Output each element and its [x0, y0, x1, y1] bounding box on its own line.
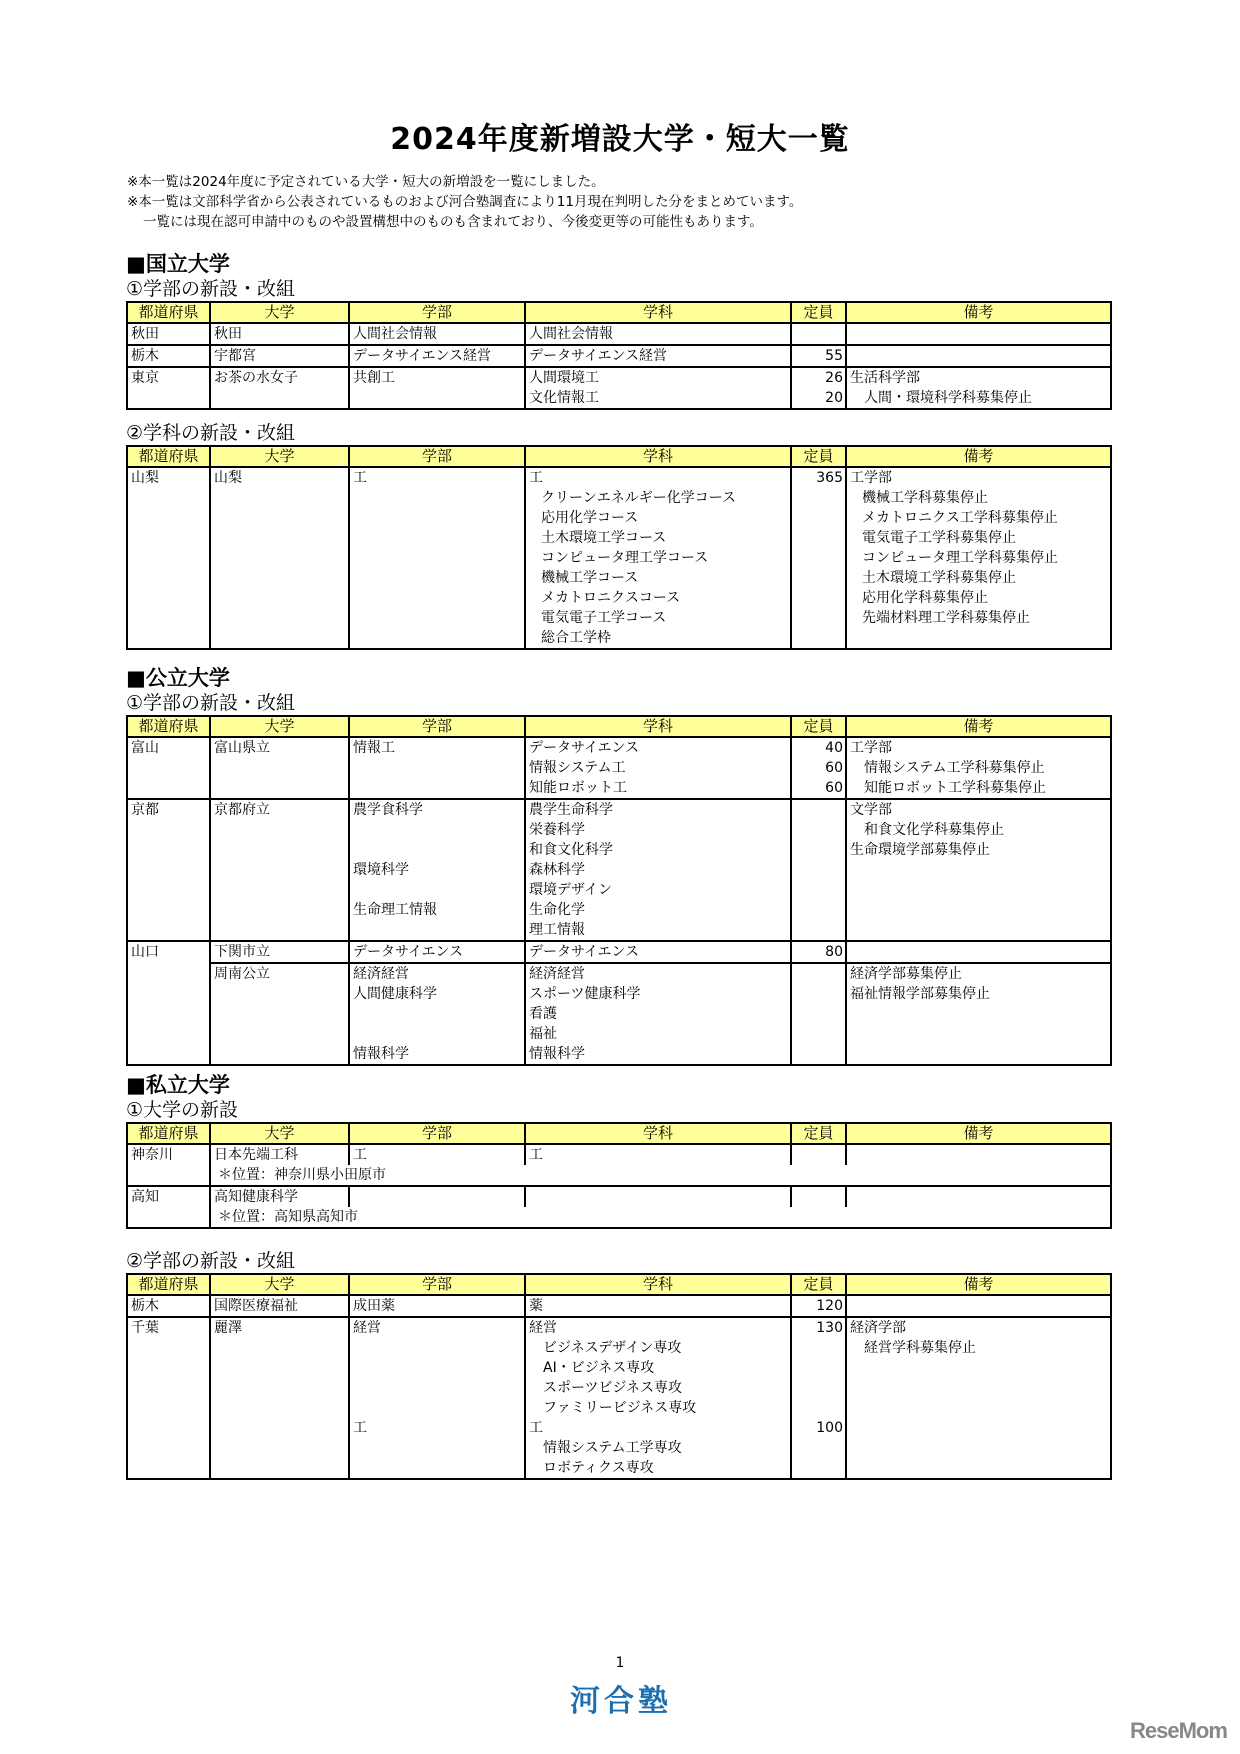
col-remarks: 備考: [846, 302, 1111, 323]
cell-faculty: 成田薬: [353, 1298, 395, 1314]
cell-dept: 電気電子工学コース: [541, 610, 667, 626]
cell-remarks: [850, 324, 1107, 344]
cell-dept: スポーツ健康科学: [529, 986, 641, 1002]
cell-pref: 千葉: [131, 1320, 159, 1336]
cell-pref: 富山: [131, 740, 159, 756]
cell-pref: 山口: [131, 944, 159, 960]
cell-remarks: 先端材料理工学科募集停止: [862, 610, 1030, 626]
col-capacity: 定員: [791, 716, 846, 737]
cell-dept: 農学生命科学: [529, 802, 613, 818]
col-faculty: 学部: [349, 1274, 525, 1295]
cell-dept: 環境デザイン: [529, 882, 613, 898]
note-1: ※本一覧は2024年度に予定されている大学・短大の新増設を一覧にしました。: [127, 174, 605, 190]
cell-faculty: [353, 820, 521, 840]
cell-pref: 高知: [131, 1189, 159, 1205]
table-row: [127, 345, 1111, 367]
cell-dept: 情報システム工学専攻: [529, 1440, 682, 1456]
col-univ: 大学: [210, 1123, 349, 1144]
cell-dept: 森林科学: [529, 862, 585, 878]
cell-dept: ファミリービジネス専攻: [529, 1400, 697, 1416]
table-public-faculty: [126, 715, 1112, 1066]
cell-univ: 秋田: [214, 326, 242, 342]
table-header: [127, 1274, 1111, 1295]
col-univ: 大学: [210, 302, 349, 323]
table-row: [127, 941, 1111, 963]
cell-capacity: 40: [825, 740, 843, 756]
col-faculty: 学部: [349, 302, 525, 323]
cell-dept: ビジネスデザイン専攻: [529, 1340, 682, 1356]
location-note: ＊位置：高知県高知市: [218, 1209, 358, 1225]
cell-univ: 京都府立: [214, 802, 270, 818]
cell-remarks: コンピュータ理工学科募集停止: [862, 550, 1058, 566]
table-row: [127, 1186, 1111, 1207]
section-private: ■私立大学: [126, 1073, 230, 1097]
cell-faculty: 経済経営: [353, 966, 409, 982]
table-header: [127, 446, 1111, 467]
cell-remarks: 経済学部: [850, 1320, 906, 1336]
cell-pref: 秋田: [131, 326, 159, 342]
cell-univ: 下関市立: [214, 944, 270, 960]
col-capacity: 定員: [791, 302, 846, 323]
cell-faculty: [353, 840, 521, 860]
col-remarks: 備考: [846, 716, 1111, 737]
cell-dept: コンピュータ理工学コース: [541, 550, 709, 566]
table-row: [127, 367, 1111, 409]
cell-dept: 経営: [529, 1320, 557, 1336]
cell-pref: 東京: [131, 370, 159, 386]
table-row: [127, 963, 1111, 1065]
col-pref: 都道府県: [127, 1274, 210, 1295]
col-univ: 大学: [210, 1274, 349, 1295]
table-national-dept: [126, 445, 1112, 650]
cell-capacity: 80: [825, 944, 843, 960]
cell-dept: 知能ロボット工: [529, 780, 627, 796]
cell-dept: データサイエンス: [529, 740, 640, 756]
cell-faculty: 共創工: [353, 370, 395, 386]
cell-capacity: [795, 1145, 843, 1165]
cell-dept: 栄養科学: [529, 822, 585, 838]
cell-dept: 経済経営: [529, 966, 585, 982]
cell-dept: 情報科学: [529, 1046, 585, 1062]
col-capacity: 定員: [791, 1123, 846, 1144]
cell-univ: 国際医療福祉: [214, 1298, 298, 1314]
table-header: [127, 1123, 1111, 1144]
cell-remarks: 電気電子工学科募集停止: [862, 530, 1016, 546]
cell-faculty: 工: [353, 1147, 367, 1163]
cell-dept: 福祉: [529, 1026, 557, 1042]
page-number: 1: [615, 1655, 625, 1671]
cell-dept: 文化情報工: [529, 390, 599, 406]
cell-dept: 工: [529, 1147, 543, 1163]
cell-faculty: [353, 1024, 521, 1044]
cell-univ: 高知健康科学: [214, 1189, 298, 1205]
col-pref: 都道府県: [127, 716, 210, 737]
cell-univ: 周南公立: [214, 966, 270, 982]
subsection-national-dept: ②学科の新設・改組: [126, 422, 296, 444]
table-row: [127, 323, 1111, 345]
col-capacity: 定員: [791, 1274, 846, 1295]
cell-faculty: 人間社会情報: [353, 326, 437, 342]
table-row: [127, 799, 1111, 941]
cell-remarks: [850, 1296, 1107, 1316]
location-note: ＊位置：神奈川県小田原市: [218, 1167, 386, 1183]
subsection-private-faculty: ②学部の新設・改組: [126, 1250, 296, 1272]
cell-remarks: [850, 346, 1107, 366]
cell-pref: 山梨: [131, 470, 159, 486]
cell-capacity: 55: [825, 348, 843, 364]
col-pref: 都道府県: [127, 446, 210, 467]
cell-remarks: 福祉情報学部募集停止: [850, 986, 990, 1002]
col-faculty: 学部: [349, 1123, 525, 1144]
notes: [127, 172, 802, 232]
cell-capacity: 60: [825, 780, 843, 796]
cell-remarks: 知能ロボット工学科募集停止: [850, 780, 1046, 796]
cell-capacity: [795, 324, 843, 344]
cell-faculty: 工: [353, 470, 367, 486]
cell-dept: 機械工学コース: [541, 570, 639, 586]
cell-univ: 宇都宮: [214, 348, 256, 364]
cell-pref: 栃木: [131, 1298, 159, 1314]
subsection-public-faculty: ①学部の新設・改組: [126, 692, 296, 714]
cell-capacity: 130: [816, 1320, 843, 1336]
cell-dept: ロボティクス専攻: [529, 1460, 654, 1476]
cell-dept: 情報システム工: [529, 760, 626, 776]
cell-faculty: 環境科学: [353, 862, 409, 878]
cell-remarks: 経営学科募集停止: [850, 1340, 976, 1356]
cell-dept: 薬: [529, 1298, 543, 1314]
cell-faculty: データサイエンス経営: [353, 348, 492, 364]
cell-dept: メカトロニクスコース: [541, 590, 681, 606]
table-row: [127, 1144, 1111, 1165]
cell-remarks: 工学部: [850, 470, 892, 486]
col-remarks: 備考: [846, 1123, 1111, 1144]
cell-remarks: [850, 1145, 1107, 1165]
subsection-private-univ: ①大学の新設: [126, 1099, 239, 1121]
section-public: ■公立大学: [126, 666, 230, 690]
table-private-faculty: [126, 1273, 1112, 1480]
cell-capacity: 60: [825, 760, 843, 776]
table-row: [127, 467, 1111, 649]
cell-remarks: 機械工学科募集停止: [862, 490, 988, 506]
table-row: [127, 737, 1111, 799]
cell-dept: 人間社会情報: [529, 326, 613, 342]
col-univ: 大学: [210, 446, 349, 467]
cell-capacity: 26: [825, 370, 843, 386]
cell-faculty: [353, 1004, 521, 1024]
cell-faculty: 経営: [353, 1320, 381, 1336]
col-faculty: 学部: [349, 446, 525, 467]
cell-univ: お茶の水女子: [214, 370, 298, 386]
cell-remarks: 和食文化学科募集停止: [850, 822, 1004, 838]
cell-capacity: 20: [825, 390, 843, 406]
cell-faculty: [353, 388, 521, 408]
cell-faculty: 情報工: [353, 740, 395, 756]
subsection-national-faculty: ①学部の新設・改組: [126, 278, 296, 300]
col-remarks: 備考: [846, 446, 1111, 467]
note-3: 一覧には現在認可申請中のものや設置構想中のものも含まれており、今後変更等の可能性もあります。: [143, 214, 763, 230]
col-dept: 学科: [525, 302, 791, 323]
col-univ: 大学: [210, 716, 349, 737]
cell-remarks: 人間・環境科学科募集停止: [850, 390, 1032, 406]
cell-pref: 神奈川: [131, 1147, 173, 1163]
cell-capacity: 120: [816, 1298, 843, 1314]
col-pref: 都道府県: [127, 1123, 210, 1144]
cell-faculty: 農学食科学: [353, 802, 423, 818]
col-remarks: 備考: [846, 1274, 1111, 1295]
col-dept: 学科: [525, 716, 791, 737]
cell-dept: 理工情報: [529, 922, 585, 938]
cell-univ: 日本先端工科: [214, 1147, 298, 1163]
resemom-watermark: ReseMom: [1130, 1718, 1227, 1743]
cell-pref: 栃木: [131, 348, 159, 364]
cell-faculty: 情報科学: [353, 1046, 409, 1062]
cell-remarks: 土木環境工学科募集停止: [862, 570, 1016, 586]
cell-dept: 土木環境工学コース: [541, 530, 667, 546]
col-dept: 学科: [525, 1274, 791, 1295]
col-capacity: 定員: [791, 446, 846, 467]
table-national-faculty: [126, 301, 1112, 410]
cell-remarks: [850, 942, 1107, 962]
cell-dept: データサイエンス経営: [529, 348, 668, 364]
cell-dept: データサイエンス: [529, 944, 640, 960]
table-header: [127, 716, 1111, 737]
table-row-location: [127, 1165, 1111, 1186]
cell-dept: 生命化学: [529, 902, 585, 918]
cell-capacity: 365: [816, 470, 843, 486]
page-title: 2024年度新増設大学・短大一覧: [390, 122, 850, 157]
col-faculty: 学部: [349, 716, 525, 737]
cell-dept: 工: [529, 1420, 543, 1436]
table-row: [127, 1317, 1111, 1479]
cell-remarks: 情報システム工学科募集停止: [850, 760, 1045, 776]
cell-remarks: 生活科学部: [850, 370, 920, 386]
cell-faculty: 人間健康科学: [353, 986, 437, 1002]
cell-faculty: [353, 880, 521, 900]
cell-dept: スポーツビジネス専攻: [529, 1380, 683, 1396]
cell-capacity: 100: [816, 1420, 843, 1436]
cell-remarks: 応用化学科募集停止: [862, 590, 988, 606]
cell-dept: 看護: [529, 1006, 557, 1022]
section-national: ■国立大学: [126, 252, 230, 276]
table-row-location: [127, 1207, 1111, 1228]
cell-dept: 人間環境工: [529, 370, 599, 386]
cell-dept: クリーンエネルギー化学コース: [541, 490, 737, 506]
cell-capacity: [795, 1187, 843, 1207]
cell-faculty: [353, 920, 521, 940]
cell-univ: 富山県立: [214, 740, 270, 756]
cell-dept: [529, 1187, 787, 1207]
cell-remarks: 経済学部募集停止: [850, 966, 962, 982]
cell-remarks: [850, 1187, 1107, 1207]
cell-remarks: 工学部: [850, 740, 892, 756]
cell-remarks: 生命環境学部募集停止: [850, 842, 990, 858]
cell-dept: 総合工学枠: [541, 630, 611, 646]
col-pref: 都道府県: [127, 302, 210, 323]
cell-faculty: 工: [353, 1420, 367, 1436]
cell-univ: 麗澤: [214, 1320, 242, 1336]
table-private-univ: [126, 1122, 1112, 1229]
note-2: ※本一覧は文部科学省から公表されているものおよび河合塾調査により11月現在判明した分をまとめています。: [127, 194, 803, 210]
cell-pref: 京都: [131, 802, 159, 818]
cell-remarks: メカトロニクス工学科募集停止: [862, 510, 1058, 526]
cell-dept: AI・ビジネス専攻: [529, 1360, 655, 1376]
cell-dept: 工: [529, 470, 543, 486]
col-dept: 学科: [525, 1123, 791, 1144]
cell-dept: 応用化学コース: [541, 510, 639, 526]
cell-faculty: データサイエンス: [353, 944, 464, 960]
table-row: [127, 1295, 1111, 1317]
cell-faculty: [353, 1187, 521, 1207]
cell-dept: 和食文化科学: [529, 842, 613, 858]
kawaijuku-logo: 河合塾: [570, 1684, 672, 1719]
cell-remarks: 文学部: [850, 802, 892, 818]
cell-univ: 山梨: [214, 470, 242, 486]
table-header: [127, 302, 1111, 323]
col-dept: 学科: [525, 446, 791, 467]
cell-faculty: 生命理工情報: [353, 902, 437, 918]
